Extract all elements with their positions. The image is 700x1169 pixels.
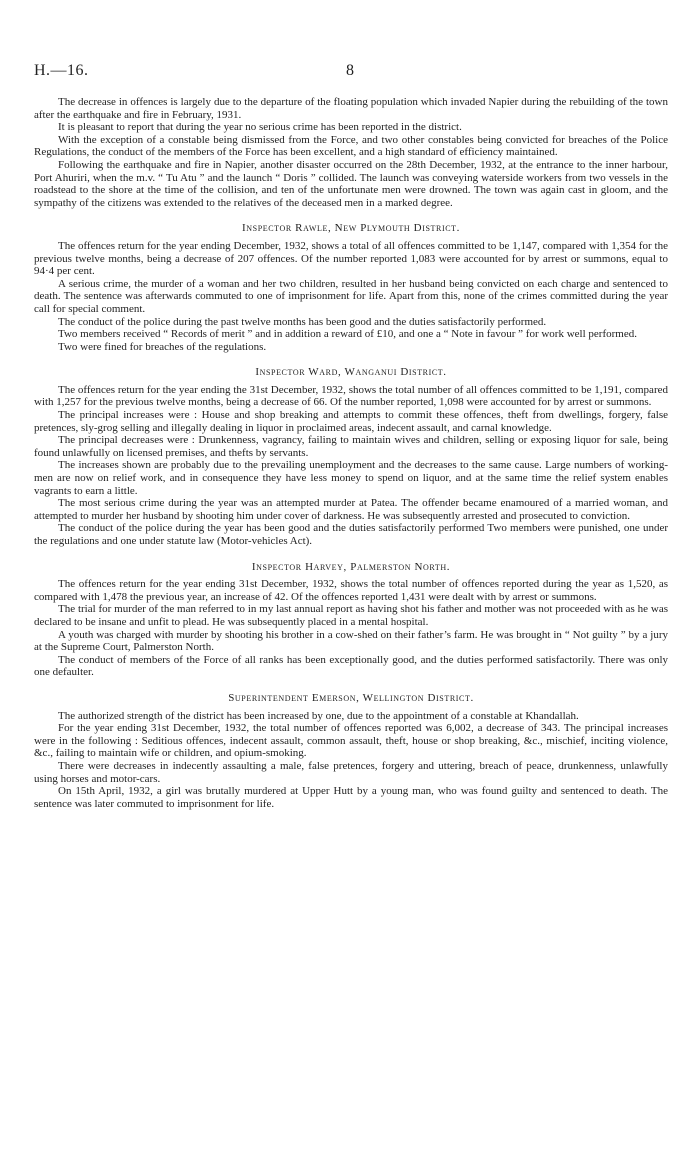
paragraph: It is pleasant to report that during the year no serious crime has been reported in the district.: [58, 121, 462, 134]
document-body: [34, 96, 668, 810]
document-reference: H.—16.: [34, 62, 89, 79]
paragraph: The offences return for the year ending the 31st December, 1932, shows the total number of all offences committed to be 1,191, compared with 1,257 for the previous twelve months, being a decrease of 66. Of the number reported, 1,098 were accounted for by arrest or summons.: [34, 383, 668, 409]
paragraph: The principal increases were : House and shop breaking and attempts to commit these offences, theft from dwellings, forgery, false pretences, sly-grog selling and illegally dealing in liquor in proclaimed areas, indecent assault, and carnal knowledge.: [34, 409, 668, 434]
section-palmerston-north: [34, 561, 668, 679]
paragraph: The offences return for the year ending 31st December, 1932, shows the total number of offences reported during the year as 1,520, as compared with 1,478 the previous year, an increase of 42. Of the offences reported 1,431 were dealt with by arrest or summons.: [34, 578, 668, 603]
section-heading: Inspector Harvey, Palmerston North.: [251, 560, 451, 573]
section-body: [34, 578, 668, 679]
paragraph: There were decreases in indecently assaulting a male, false pretences, forgery and uttering, breach of peace, drunkenness, unlawfully using horses and motor-cars.: [34, 759, 668, 785]
paragraph: Two were fined for breaches of the regulations.: [58, 340, 267, 353]
page-number: 8: [346, 62, 354, 79]
section-heading: Superintendent Emerson, Wellington District.: [228, 691, 474, 704]
page-header: [34, 62, 674, 82]
paragraph: Two members received “ Records of merit ” and in addition a reward of £10, and one a “ Note in favour ” for work well performed.: [58, 328, 637, 341]
intro-block: [34, 96, 668, 209]
section-body: [34, 710, 668, 811]
paragraph: The decrease in offences is largely due to the departure of the floating population which invaded Napier during the rebuilding of the town after the earthquake and fire in February, 1931.: [34, 96, 668, 121]
paragraph: Following the earthquake and fire in Napier, another disaster occurred on the 28th December, 1932, at the entrance to the inner harbour, Port Ahuriri, when the m.v. “ Tu Atu ” and the launch “ Doris ” collided. The launch was conveying waterside workers from two vessels in the roadstead to the shore at the time of the collision, and ten of the unfortunate men were drowned. The town was again cast in gloom, and the sympathy of the citizens was extended to the relatives of the deceased men in a marked degree.: [34, 158, 668, 209]
paragraph: For the year ending 31st December, 1932, the total number of offences reported was 6,002, a decrease of 343. The principal increases were in the following : Seditious offences, indecent assault, common assault, theft, house or shop breaking, &c., mischief, inciting violence, &c., failing to maintain wife or children, and opium-smoking.: [34, 722, 668, 760]
section-new-plymouth: [34, 222, 668, 353]
paragraph: The most serious crime during the year was an attempted murder at Patea. The offender became enamoured of a married woman, and attempted to murder her husband by shooting him under cover of darkness. He was subsequently arrested and prosecuted to conviction.: [34, 497, 668, 522]
section-body: [34, 240, 668, 353]
paragraph: The authorized strength of the district has been increased by one, due to the appointment of a constable at Khandallah.: [58, 709, 579, 722]
section-heading: Inspector Ward, Wanganui District.: [255, 366, 447, 379]
section-wanganui: [34, 366, 668, 547]
section-body: [34, 384, 668, 548]
paragraph: The offences return for the year ending December, 1932, shows a total of all offences committed to be 1,147, compared with 1,354 for the previous twelve months, being a decrease of 207 offences. Of the number reported 1,083 were accounted for by arrest or summons, equal to 94·4 per cent.: [34, 239, 668, 278]
paragraph: A serious crime, the murder of a woman and her two children, resulted in her husband being convicted on each charge and sentenced to death. The sentence was afterwards commuted to one of imprisonment for life. Apart from this, none of the crimes committed during the year call for special comment.: [34, 277, 668, 315]
paragraph: A youth was charged with murder by shooting his brother in a cow-shed on their father’s farm. He was brought in “ Not guilty ” by a jury at the Supreme Court, Palmerston North.: [34, 628, 668, 654]
paragraph: With the exception of a constable being dismissed from the Force, and two other constables being convicted for breaches of the Police Regulations, the conduct of the members of the Force has been excellent, and a high standard of efficiency maintained.: [34, 133, 668, 159]
paragraph: The conduct of the police during the past twelve months has been good and the duties satisfactorily performed.: [58, 315, 547, 328]
paragraph: On 15th April, 1932, a girl was brutally murdered at Upper Hutt by a young man, who was found guilty and sentenced to death. The sentence was later commuted to imprisonment for life.: [34, 785, 668, 810]
paragraph: The trial for murder of the man referred to in my last annual report as having shot his father and mother was not proceeded with as he was declared to be insane and unfit to plead. He was subsequently placed in a mental hospital.: [34, 603, 668, 628]
paragraph: The principal decreases were : Drunkenness, vagrancy, failing to maintain wives and children, selling or exposing liquor for sale, being found unlawfully on licensed premises, and thefts by servants.: [34, 434, 668, 459]
paragraph: The increases shown are probably due to the prevailing unemployment and the decreases to the same cause. Large numbers of working-men are now on relief work, and in consequence they have less money to spend on liquor, and at the same time the relief system enables vagrants to earn a little.: [34, 459, 668, 497]
paragraph: The conduct of the police during the year has been good and the duties satisfactorily performed Two members were punished, one under the regulations and one under statute law (Motor-vehicles Act).: [34, 522, 668, 547]
section-heading: Inspector Rawle, New Plymouth District.: [242, 222, 460, 235]
paragraph: The conduct of members of the Force of all ranks has been exceptionally good, and the duties performed satisfactorily. There was only one defaulter.: [34, 653, 668, 679]
section-wellington: [34, 692, 668, 810]
